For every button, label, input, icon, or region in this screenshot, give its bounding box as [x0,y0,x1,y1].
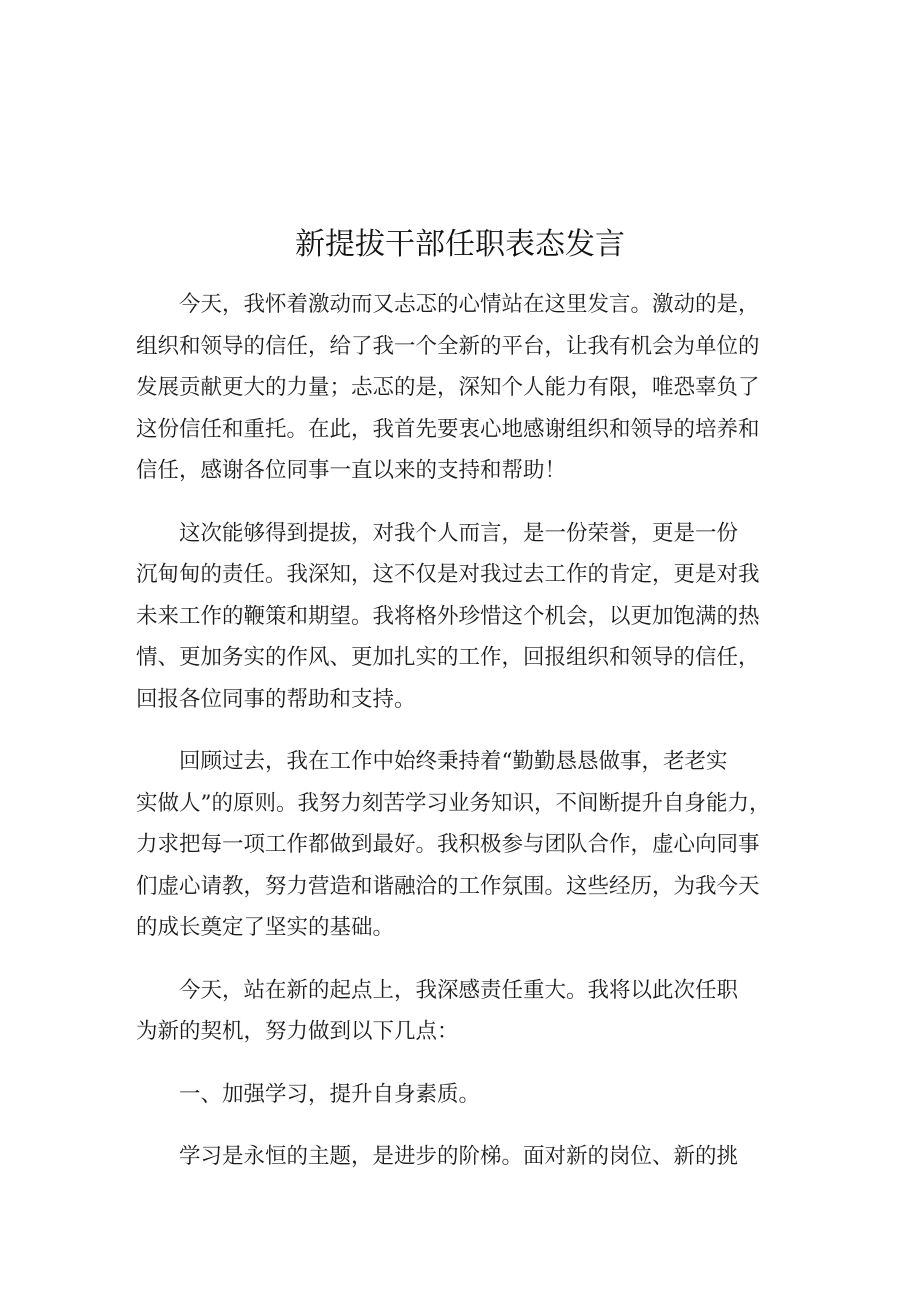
text-line: 一、加强学习，提升自身素质。 [179,1081,481,1107]
document-body [136,284,796,1199]
paragraph-1 [136,284,796,492]
text-line: 这次能够得到提拔，对我个人而言，是一份荣誉，更是一份 [179,520,739,546]
paragraph-2 [136,513,796,721]
text-line: 回报各位同事的帮助和支持。 [136,686,416,712]
text-line: 今天，我怀着激动而又忐忑的心情站在这里发言。激动的是， [179,292,760,317]
text-line: 的成长奠定了坚实的基础。 [136,915,395,940]
text-line: 们虚心请教，努力营造和谐融洽的工作氛围。这些经历，为我今天 [136,873,760,899]
text-line: 回顾过去，我在工作中始终秉持着“勤勤恳恳做事，老老实 [179,749,728,774]
text-line: 今天，站在新的起点上，我深感责任重大。我将以此次任职 [179,977,739,1003]
text-line: 实做人”的原则。我努力刻苦学习业务知识，不间断提升自身能力， [136,790,771,816]
text-line: 学习是永恒的主题，是进步的阶梯。面对新的岗位、新的挑 [179,1144,739,1169]
text-line: 发展贡献更大的力量；忐忑的是，深知个人能力有限，唯恐辜负了 [136,375,760,400]
text-line: 组织和领导的信任，给了我一个全新的平台，让我有机会为单位的 [136,333,760,359]
text-line: 为新的契机，努力做到以下几点： [136,1019,459,1044]
paragraph-6 [136,1136,796,1178]
document-title: 新提拔干部任职表态发言 [295,227,625,262]
paragraph-4 [136,970,796,1053]
text-line: 未来工作的鞭策和期望。我将格外珍惜这个机会，以更加饱满的热 [136,603,760,629]
paragraph-5 [136,1074,796,1116]
text-line: 力求把每一项工作都做到最好。我积极参与团队合作，虚心向同事 [136,832,760,857]
text-line: 沉甸甸的责任。我深知，这不仅是对我过去工作的肯定，更是对我 [136,562,760,587]
text-line: 信任，感谢各位同事一直以来的支持和帮助！ [136,458,567,483]
paragraph-3 [136,741,796,949]
text-line: 情、更加务实的作风、更加扎实的工作，回报组织和领导的信任， [136,645,760,670]
text-line: 这份信任和重托。在此，我首先要衷心地感谢组织和领导的培养和 [136,416,760,442]
